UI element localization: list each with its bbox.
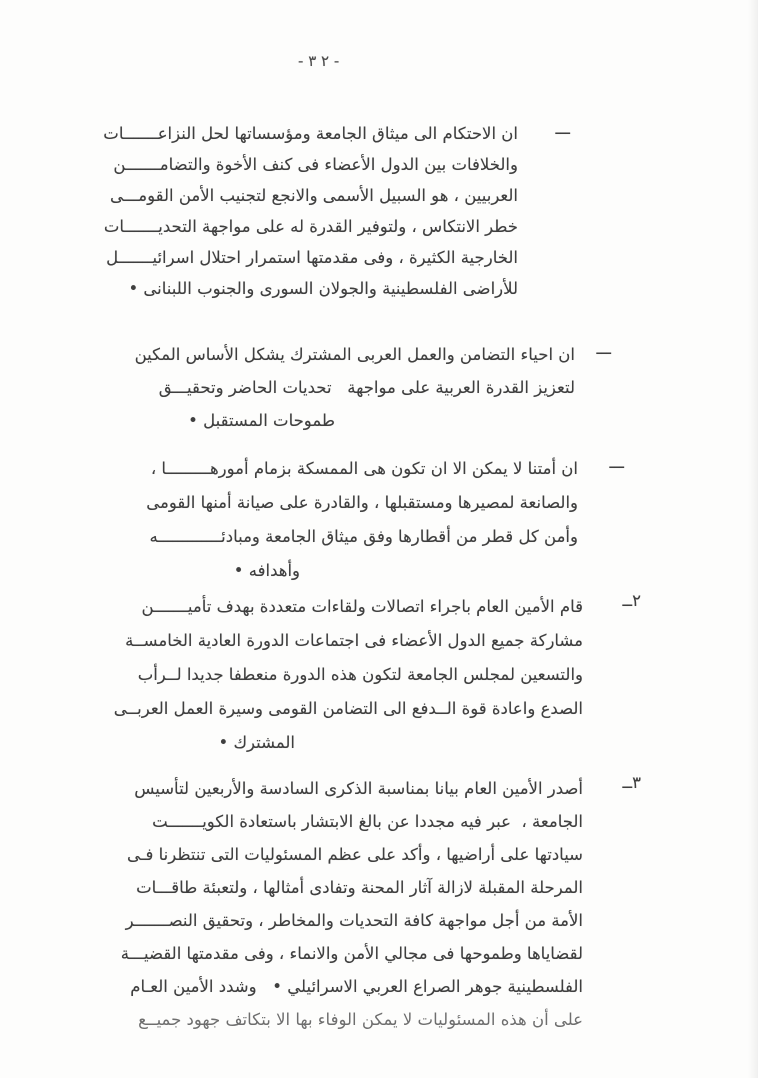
text-line: ان أمتنا لا يمكن الا ان تكون هى الممسكة بزمام أمورهـــــــــا ، — [150, 459, 578, 478]
numbered-paragraph-2 — [113, 590, 641, 760]
item-number-marker: ٢ــ — [622, 591, 641, 610]
text-line: لتعزيز القدرة العربية على مواجهة تحديات الحاضر وتحقيـــق — [158, 378, 575, 397]
page-number: - ٢ ٣ - — [298, 52, 340, 70]
text-line: ان الاحتكام الى ميثاق الجامعة ومؤسساتها لحل النزاعـــــــات — [103, 124, 518, 143]
text-line: العربيين ، هو السبيل الأسمى والانجع لتجنيب الأمن القومـــى — [110, 186, 518, 205]
text-line: وأمن كل قطر من أقطارها وفق ميثاق الجامعة ومبادئـــــــــــــه — [149, 527, 578, 546]
text-line: الفلسطينية جوهر الصراع العربي الاسرائيلي • وشدد الأمين العـام — [130, 977, 583, 996]
text-line: الجامعة ، عبر فيه مجددا عن بالغ الابتشار باستعادة الكويـــــــت — [152, 812, 583, 831]
text-line: خطر الانتكاس ، ولتوفير القدرة له على مواجهة التحديـــــــات — [103, 217, 518, 236]
text-line: والخلافات بين الدول الأعضاء فى كنف الأخوة والتضامـــــــن — [113, 155, 518, 174]
numbered-paragraph-3 — [120, 772, 641, 1036]
text-line: سيادتها على أراضيها ، وأكد على عظم المسئوليات التى تنتظرنا فـى — [126, 845, 583, 864]
text-line: المشترك • — [218, 733, 295, 752]
bullet-dash-marker: ـــ — [609, 453, 624, 472]
text-line: للأراضى الفلسطينية والجولان السورى والجنوب اللبنانى • — [128, 279, 518, 298]
bullet-paragraph-1 — [103, 118, 570, 304]
text-line: والصانعة لمصيرها ومستقبلها ، والقادرة على صيانة أمنها القومى — [146, 493, 578, 512]
text-line: المرحلة المقبلة لازالة آثار المحنة وتفادى أمثالها ، ولتعبئة طاقـــات — [136, 878, 583, 897]
item-number-marker: ٣ــ — [622, 773, 641, 792]
text-line: قام الأمين العام باجراء اتصالات ولقاءات متعددة بهدف تأميـــــــن — [141, 597, 583, 616]
text-line: الأمة من أجل مواجهة كافة التحديات والمخاطر ، وتحقيق النصـــــــر — [125, 911, 583, 930]
bullet-dash-marker: ـــ — [596, 339, 611, 358]
text-line: والتسعين لمجلس الجامعة لتكون هذه الدورة منعطفا جديدا لــرأب — [137, 665, 583, 684]
text-line: الخارجية الكثيرة ، وفى مقدمتها استمرار احتلال اسرائيـــــــل — [106, 248, 518, 267]
text-line: وأهدافه • — [233, 561, 300, 580]
text-line: لقضاياها وطموحها فى مجالي الأمن والانماء ، وفى مقدمتها القضيـــة — [120, 944, 583, 963]
text-line: الصدع واعادة قوة الــدفع الى التضامن القومى وسيرة العمل العربــى — [113, 699, 583, 718]
text-line: مشاركة جميع الدول الأعضاء فى اجتماعات الدورة العادية الخامســة — [125, 631, 583, 650]
text-line: أصدر الأمين العام بيانا بمناسبة الذكرى السادسة والأربعين لتأسيس — [134, 779, 583, 798]
bullet-dash-marker: ـــ — [555, 119, 570, 138]
scan-edge-shadow — [748, 0, 758, 1078]
bullet-paragraph-2 — [134, 338, 611, 437]
text-line: طموحات المستقبل • — [188, 411, 335, 430]
bullet-paragraph-3 — [146, 452, 624, 588]
text-line: على أن هذه المسئوليات لا يمكن الوفاء بها الا بتكاتف جهود جميــع — [138, 1010, 583, 1029]
text-line: ان احياء التضامن والعمل العربى المشترك يشكل الأساس المكين — [134, 345, 575, 364]
